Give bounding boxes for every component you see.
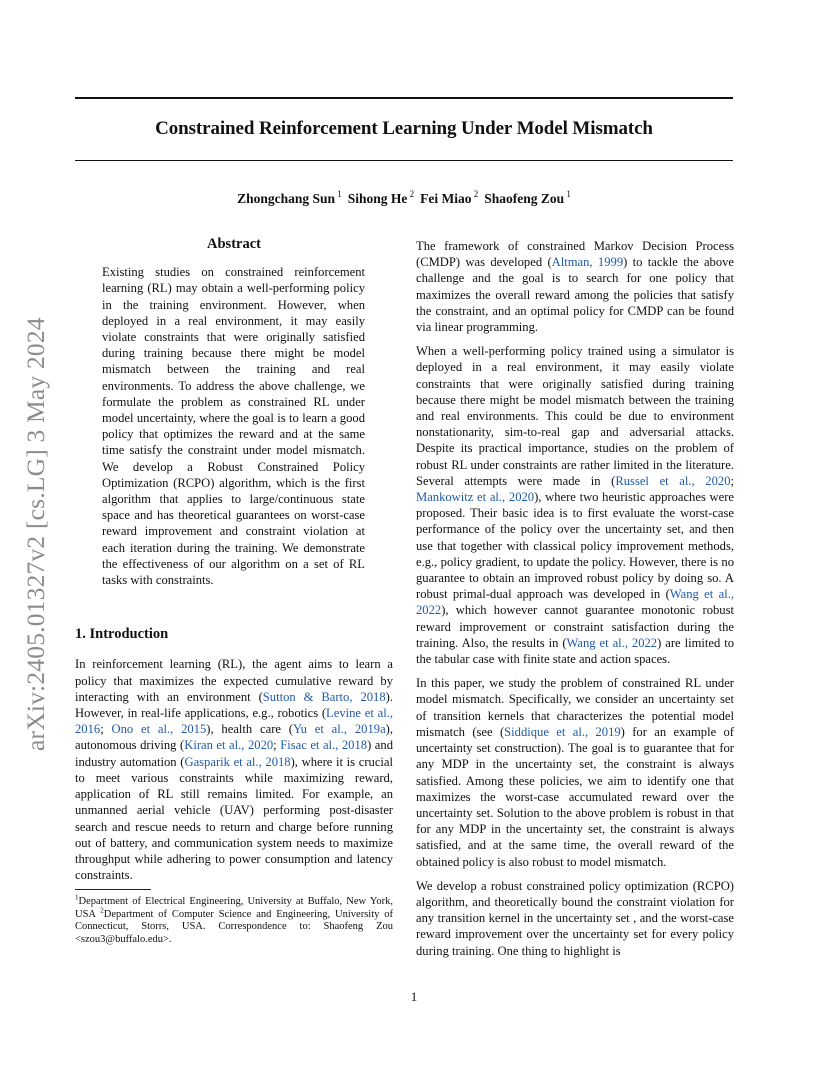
citation-link[interactable]: Levine et al., 2016 — [75, 706, 393, 737]
text-run: ; — [100, 722, 112, 737]
text-run: ) are limited to the tabular case with finite state and action spaces. — [416, 635, 734, 667]
affiliation-footnote — [75, 893, 393, 946]
text-run: In reinforcement learning (RL), the agent aims to learn a policy that maximizes the expected cumulative reward by interacting with an environment ( — [75, 657, 393, 704]
citation-link[interactable]: Kiran et al., 2020 — [184, 738, 274, 753]
citation-link[interactable]: Yu et al., 2019a — [292, 722, 386, 737]
citation-link[interactable]: Fisac et al., 2018 — [280, 738, 368, 753]
text-run: ; — [730, 473, 734, 488]
citation-link[interactable]: Siddique et al., 2019 — [504, 724, 621, 739]
page-number: 1 — [410, 989, 418, 1004]
citation-link[interactable]: Wang et al., 2022 — [566, 635, 658, 650]
citation-link[interactable]: Gasparik et al., 2018 — [184, 754, 291, 769]
title-rule-bottom — [75, 160, 733, 161]
text-run: ) to tackle the above challenge and the goal is to search for one policy that maximizes the overall reward among the policies that satisfy the constraint, and an optimal policy for CMDP can be found via linear programming. — [416, 255, 735, 335]
author-name: Shaofeng Zou $^1$ — [484, 188, 571, 206]
text-run: We develop a robust constrained policy optimization (RCPO) algorithm, and theoretically bound the constraint violation for any transition kernel in the uncertainty set , and the worst-case reward improvement over the uncertainty set for every policy during training. One thing to highlight is — [416, 878, 734, 958]
title-rule-top — [75, 97, 733, 99]
body-paragraph — [416, 343, 734, 667]
footnote-text: Department of Electrical Engineering, University at Buffalo, New York, USA — [75, 896, 393, 920]
text-run: The framework of constrained Markov Decision Process (CMDP) was developed ( — [416, 239, 734, 270]
author-affiliation-marker: 1 — [564, 188, 571, 199]
introduction-heading: 1. Introduction — [75, 626, 169, 643]
citation-link[interactable]: Mankowitz et al., 2020 — [416, 490, 535, 505]
footnote-text: Department of Computer Science and Engineering, University of Connecticut, Storrs, USA. Correspondence to: Shaofeng Zou <szou3@buffalo.edu>. — [75, 908, 393, 945]
text-run: ), autonomous driving ( — [75, 722, 393, 753]
footnote-divider — [75, 889, 151, 890]
paper-title: Constrained Reinforcement Learning Under Model Mismatch — [155, 118, 653, 139]
text-run: ), which however cannot guarantee monotonic robust reward improvement or constraint satisfaction during the training. Also, the results in ( — [416, 603, 734, 650]
author-affiliation-marker: 2 — [407, 188, 415, 199]
footnote-marker: 1 — [75, 893, 79, 902]
text-run: ; — [273, 738, 281, 753]
arxiv-identifier-stamp: arXiv:2405.01327v2 [cs.LG] 3 May 2024 — [21, 317, 50, 751]
right-column — [416, 238, 734, 967]
text-run: ), where it is crucial to meet various constraints while maximizing reward, application of RL still remains limited. For example, an unmanned aerial vehicle (UAV) performing post-disaster search and rescue needs to return and charge before running out of battery, and communication system needs to maximize throughput while adhering to power consumption and latency constraints. — [75, 754, 394, 883]
footnote-marker: 2 — [100, 906, 104, 915]
citation-link[interactable]: Ono et al., 2015 — [111, 722, 207, 737]
author-name: Fei Miao $^2$ — [420, 188, 479, 206]
citation-link[interactable]: Sutton & Barto, 2018 — [262, 689, 386, 704]
text-run: ) for an example of uncertainty set construction). The goal is to guarantee that for any MDP in the uncertainty set, the constraint is always satisfied. Among these policies, we aim to identify one that maximizes the worst-case accumulated reward over the uncertainty set. Solution to the above problem is robust in that for any MDP in the uncertainty set, the constraint is always satisfied, and at the same time, the overall reward of the obtained policy is also robust to model mismatch. — [416, 724, 735, 869]
citation-link[interactable]: Russel et al., 2020 — [615, 473, 731, 488]
text-run: ), where two heuristic approaches were proposed. Their basic idea is to first evaluate the worst-case performance of the policy over the uncertainty set, and then use that together with classical policy improvement methods, e.g., policy gradient, to update the policy. However, there is no guarantee to obtain an improved robust policy by doing so. A robust primal-dual approach was developed in ( — [416, 490, 735, 602]
author-name: Sihong He $^2$ — [347, 188, 415, 206]
introduction-paragraph — [75, 656, 393, 883]
left-column — [75, 236, 393, 946]
author-affiliation-marker: 2 — [471, 188, 479, 199]
author-name: Zhongchang Sun $^1$ — [237, 188, 342, 206]
citation-link[interactable]: Altman, 1999 — [551, 255, 624, 270]
abstract-body: Existing studies on constrained reinforcement learning (RL) may obtain a well-performing policy in the training environment. However, when deployed in a real environment, it may easily violate constraints that were originally satisfied during training because there might be model mismatch between the training and real environments. To address the above challenge, we formulate the problem as constrained RL under model uncertainty, where the goal is to learn a good policy that optimizes the reward and at the same time satisfy the constraint under model mismatch. We develop a Robust Constrained Policy Optimization (RCPO) algorithm, which is the first algorithm that applies to large/continuous state space and has theoretical guarantees on worst-case reward improvement and constraint violation at each iteration during the training. We demonstrate the effectiveness of our algorithm on a set of RL tasks with constraints. — [102, 265, 365, 588]
body-paragraph — [416, 675, 734, 869]
text-run: ). However, in real-life applications, e.g., robotics ( — [75, 689, 393, 721]
body-paragraph — [416, 878, 734, 959]
text-run: In this paper, we study the problem of constrained RL under model mismatch. Specifically, we consider an uncertainty set of transition kernels that characterizes the potential model mismatch (see ( — [416, 676, 734, 739]
text-run: ), health care ( — [206, 722, 293, 737]
text-run: When a well-performing policy trained using a simulator is deployed in a real environment, it may easily violate constraints that were originally satisfied during training because there might be model mismatch between the training and real environments. This could be due to environment nonstationarity, sim-to-real gap and adversarial attacks. Despite its practical importance, studies on the problem of robust RL under constraints are rather limited in the literature. Several attempts were made in ( — [416, 344, 734, 488]
body-paragraph — [416, 238, 734, 335]
abstract-heading: Abstract — [207, 236, 261, 252]
author-list — [75, 188, 733, 207]
text-run: ) and industry automation ( — [75, 738, 393, 769]
author-affiliation-marker: 1 — [335, 188, 342, 199]
citation-link[interactable]: Wang et al., 2022 — [416, 587, 734, 618]
